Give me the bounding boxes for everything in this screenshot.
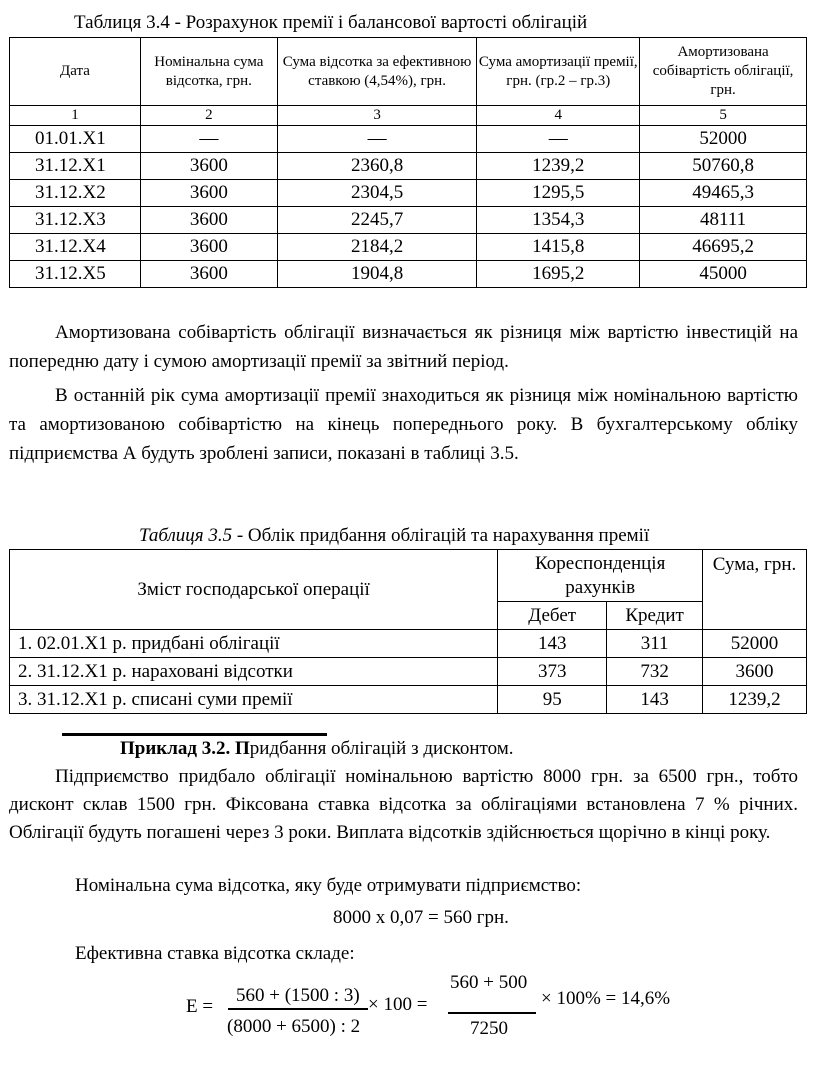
table-row: 2. 31.12.Х1 р. нараховані відсотки 373 732 3600 [10,658,807,686]
header-premium-amortization: Сума амортизації премії, грн. (гр.2 – гр.3) [477,38,640,106]
table-row: 31.12.Х4 3600 2184,2 1415,8 46695,2 [10,234,807,261]
example-text: Підприємство придбало облігації номінальною вартістю 8000 грн. за 6500 грн., тобто дисконт склав 1500 грн. Фіксована ставка відсотка за облігаціями встановлена 7 % річних. Облігації будуть погашені через 3 роки. Виплата відсотків здійснюється щорічно в кінці року. [9,766,798,843]
table-3-5-title: Таблиця 3.5 - Облік придбання облігацій та нарахування премії [139,525,650,546]
formula-lhs: E = [186,996,214,1017]
table-row: 31.12.Х2 3600 2304,5 1295,5 49465,3 [10,180,807,207]
table-3-4-title: Таблиця 3.4 - Розрахунок премії і балансової вартості облігацій [74,12,588,33]
header-credit: Кредит [607,602,703,630]
fraction-bar-2 [448,1012,536,1014]
header-date: Дата [10,38,141,106]
header-correspondence: Кореспонденція рахунків [498,550,703,602]
table-row: 01.01.Х1 — — — 52000 [10,126,807,153]
table-row: 31.12.Х1 3600 2360,8 1239,2 50760,8 [10,153,807,180]
table-row: 31.12.Х5 3600 1904,8 1695,2 45000 [10,261,807,288]
formula-numerator-2: 560 + 500 [450,972,528,993]
nominal-interest-label: Номінальна сума відсотка, яку буде отримувати підприємство: [75,875,582,896]
table-3-5 [9,549,807,714]
paragraph-amortized-cost: Амортизована собівартість облігації визначається як різниця між вартістю інвестицій на попередню дату і сумою амортизації премії за звітний період. [9,322,798,372]
header-amortized-cost: Амортизована собівартість облігації, грн. [640,38,807,106]
header-effective-interest: Сума відсотка за ефективною ставкою (4,54%), грн. [277,38,477,106]
example-heading: Приклад 3.2. Придбання облігацій з дисконтом. [120,738,514,759]
formula-result: × 100% = 14,6% [541,988,671,1009]
section-divider [62,733,327,736]
paragraph-last-year: В останній рік сума амортизації премії знаходиться як різниця між номінальною вартістю та амортизованою собівартістю на кінець попереднього року. В бухгалтерському обліку підприємства А будуть зроблені записи, показані в таблиці 3.5. [9,385,798,464]
column-number-row: 1 2 3 4 5 [10,106,807,126]
nominal-interest-formula: 8000 х 0,07 = 560 грн. [333,907,509,928]
header-sum: Сума, грн. [703,550,807,630]
table-row: 1. 02.01.Х1 р. придбані облігації 143 311 52000 [10,630,807,658]
formula-denominator-2: 7250 [470,1018,508,1039]
effective-rate-label: Ефективна ставка відсотка складе: [75,943,355,964]
table-row: 3. 31.12.Х1 р. списані суми премії 95 143 1239,2 [10,686,807,714]
fraction-bar-1 [228,1008,368,1010]
header-operation: Зміст господарської операції [10,550,498,630]
header-nominal-interest: Номінальна сума відсотка, грн. [140,38,277,106]
table-row: 31.12.Х3 3600 2245,7 1354,3 48111 [10,207,807,234]
formula-times-100: × 100 = [368,994,428,1015]
table-3-4 [9,37,807,288]
formula-denominator-1: (8000 + 6500) : 2 [227,1016,361,1037]
header-debit: Дебет [498,602,607,630]
formula-numerator-1: 560 + (1500 : 3) [236,985,360,1006]
